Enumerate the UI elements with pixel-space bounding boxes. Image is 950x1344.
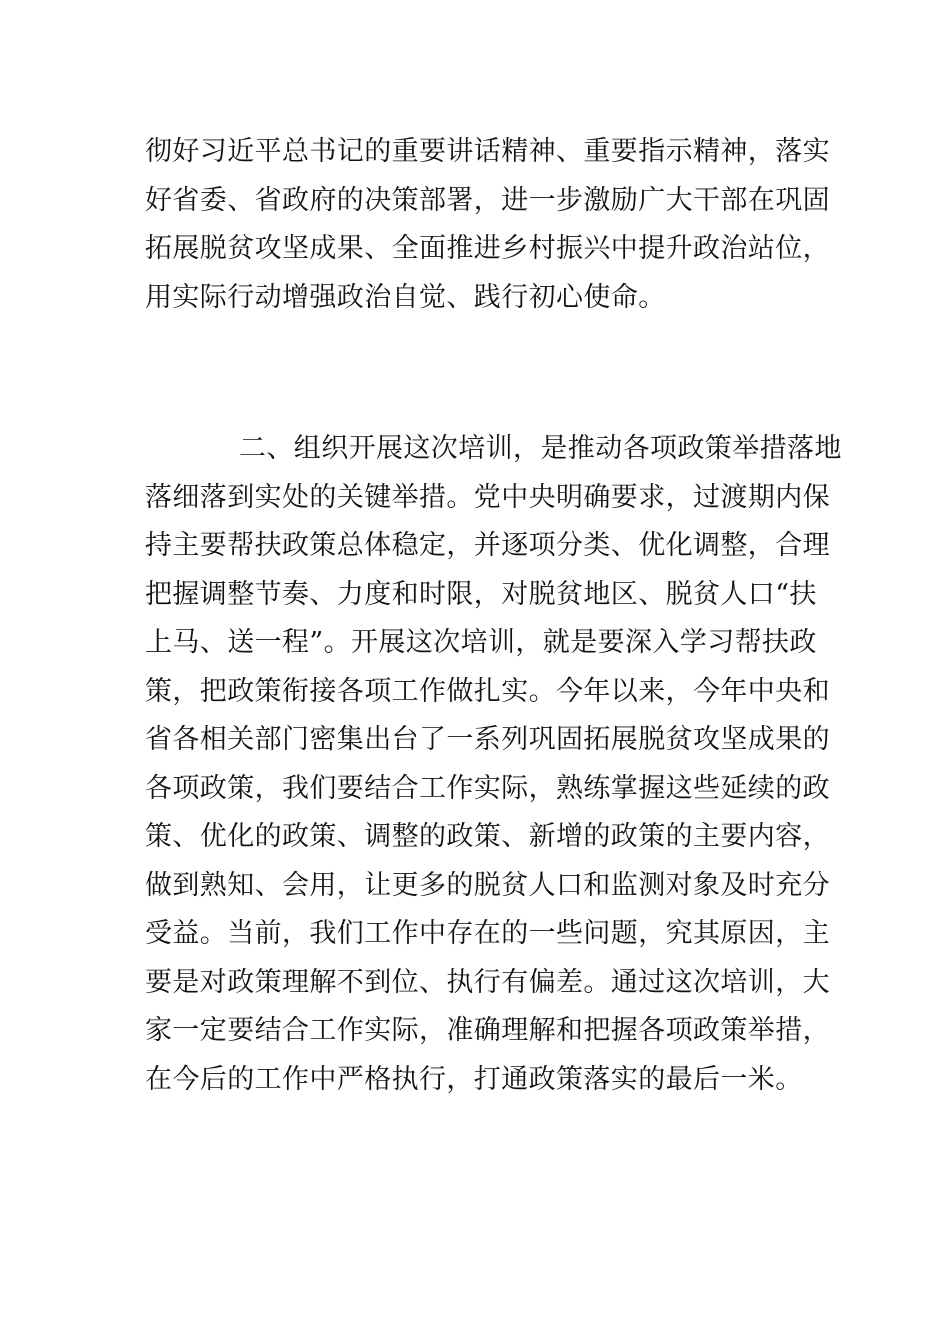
paragraph-line: 彻好习近平总书记的重要讲话精神、重要指示精神，落实 bbox=[145, 136, 830, 167]
paragraph-first-line: 二、组织开展这次培训，是推动各项政策举措落地 bbox=[239, 433, 842, 464]
paragraph-line: 把握调整节奏、力度和时限，对脱贫地区、脱贫人口“扶 bbox=[145, 578, 817, 610]
paragraph-line: 受益。当前，我们工作中存在的一些问题，究其原因，主 bbox=[145, 918, 830, 949]
paragraph-line: 做到熟知、会用，让更多的脱贫人口和监测对象及时充分 bbox=[145, 869, 830, 901]
paragraph-line: 各项政策，我们要结合工作实际，熟练掌握这些延续的政 bbox=[145, 772, 830, 804]
paragraph-line: 要是对政策理解不到位、执行有偏差。通过这次培训，大 bbox=[145, 966, 830, 998]
paragraph-line: 持主要帮扶政策总体稳定，并逐项分类、优化调整，合理 bbox=[145, 530, 830, 561]
paragraph-line: 策、优化的政策、调整的政策、新增的政策的主要内容， bbox=[145, 821, 830, 852]
paragraph-line: 家一定要结合工作实际，准确理解和把握各项政策举措， bbox=[145, 1015, 830, 1046]
paragraph-line: 在今后的工作中严格执行，打通政策落实的最后一米。 bbox=[145, 1063, 803, 1095]
paragraph-continuation bbox=[145, 128, 830, 322]
paragraph-line: 策，把政策衔接各项工作做扎实。今年以来，今年中央和 bbox=[145, 675, 830, 707]
paragraph-line: 省各相关部门密集出台了一系列巩固拓展脱贫攻坚成果的 bbox=[145, 724, 830, 755]
paragraph-line: 拓展脱贫攻坚成果、全面推进乡村振兴中提升政治站位， bbox=[145, 233, 830, 264]
paragraph-line: 落细落到实处的关键举措。党中央明确要求，过渡期内保 bbox=[145, 481, 830, 513]
paragraph-line: 好省委、省政府的决策部署，进一步激励广大干部在巩固 bbox=[145, 184, 830, 216]
paragraph-line: 用实际行动增强政治自觉、践行初心使命。 bbox=[145, 281, 666, 313]
paragraph-line: 上马、送一程”。开展这次培训，就是要深入学习帮扶政 bbox=[145, 627, 817, 658]
paragraph-section-two bbox=[145, 425, 842, 1104]
